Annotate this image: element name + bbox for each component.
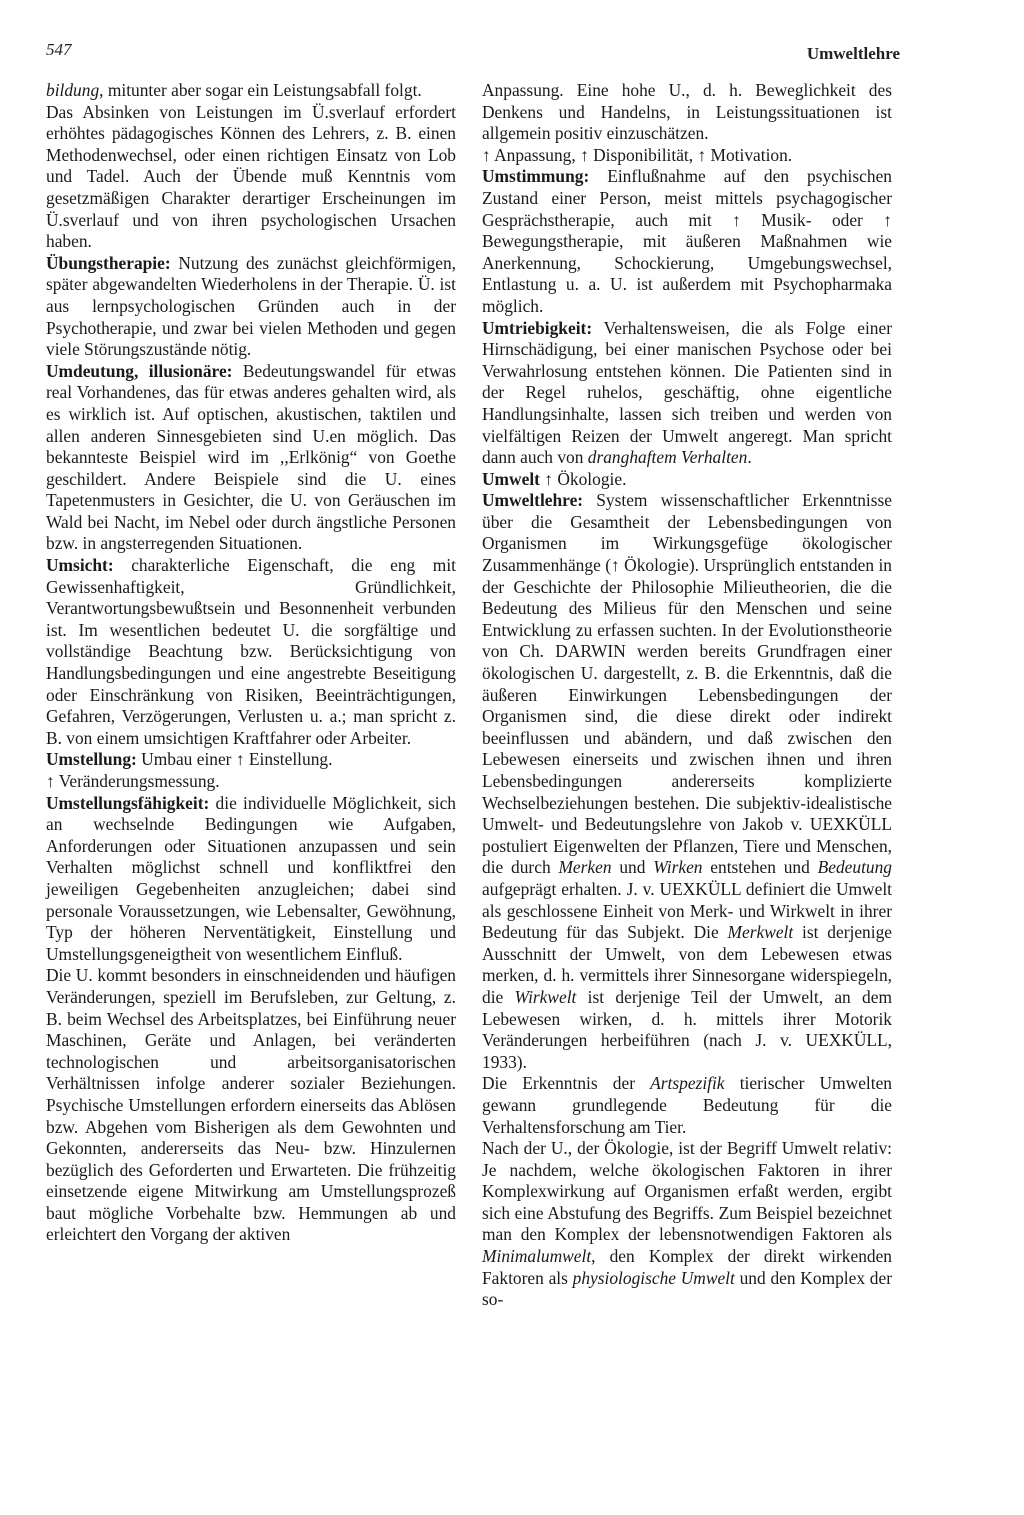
body-text: ist derjenige Ausschnitt der Umwelt, von dem Lebewesen etwas merken, d. h. vermittels ihrer Sinnesorgane widerspiegeln, die	[482, 922, 892, 1007]
body-text: Verhaltensweisen, die als Folge einer Hirnschädigung, bei einer manischen Psychose oder bei Verwahrlosung entstehen können. Die Patienten sind in der Regel ruhelos, geschäftig, ohne eigentliche Handlungsinhalte, lassen sich treiben und werden von vielfältigen Reizen der Umwelt angeregt. Man spricht dann auch von	[482, 317, 892, 468]
body-text: Bedeutungswandel für etwas real Vorhandenes, das für etwas anderes gehalten wird, als es wirklich ist. Auf optischen, akustischen, taktilen und allen anderen Sinnesgebieten sind U.en möglich. Das bekannteste Beispiel wird im ,,Erlkönig“ von Goethe geschildert. Andere Beispiele sind die U. eines Tapetenmusters in Gesichter, die U. von Geräuschen im Wald bei Nacht, im Nebel oder durch ängstliche Personen bzw. in angsterregenden Situationen.	[46, 360, 456, 554]
body-text: , den Komplex der direkt wirkenden Faktoren als	[482, 1246, 892, 1288]
entry-term: Umstellung:	[46, 749, 137, 770]
emphasis-text: Bedeutung	[817, 857, 892, 878]
paragraph-r7	[482, 1073, 892, 1138]
emphasis-text: Minimalumwelt	[482, 1246, 592, 1267]
entry-term: Umdeutung, illusionäre:	[46, 360, 233, 381]
body-text: charakterliche Eigenschaft, die eng mit Gewissenhaftigkeit, Gründlichkeit, Verantwortungsbewußtsein und Besonnenheit verbunden ist. Im wesentlichen bedeutet U. die sorgfältige und vollständige Beachtung bzw. Berücksichtigung von Handlungsbedingungen und eine angestrebte Beseitigung oder Einschränkung von Risiken, Beeinträchtigungen, Gefahren, Verzögerungen, Verlusten u. a.; man spricht z. B. von einem umsichtigen Kraftfahrer oder Arbeiter.	[46, 555, 456, 748]
body-text: , mitunter aber sogar ein Leistungsabfall folgt.	[99, 80, 422, 100]
body-text: Umbau einer ↑ Einstellung.	[136, 749, 333, 770]
body-text: Das Absinken von Leistungen im Ü.sverlauf erfordert erhöhtes pädagogisches Können des Lehrers, z. B. einen Methodenwechsel, oder einen richtigen Einsatz von Lob und Tadel. Auch der Übende muß Kenntnis vom gesetzmäßigen Charakter derartiger Erscheinungen im Ü.sverlauf und von ihren psychologischen Ursachen haben.	[46, 101, 456, 252]
body-text: und den Komplex der so-	[482, 1267, 892, 1310]
body-text: Die U. kommt besonders in einschneidenden und häufigen Veränderungen, speziell im Berufsleben, zur Geltung, z. B. beim Wechsel des Arbeitsplatzes, bei Einführung neuer Maschinen, Geräte und Anlagen, bei veränderten technologischen und arbeitsorganisatorischen Verhältnissen infolge anderer sozialer Beziehungen. Psychische Umstellungen erfordern einerseits das Ablösen bzw. Abgehen vom Bisherigen als dem Gewohnten und Gekonnten, andererseits das Neu- bzw. Hinzulernen bezüglich des Geforderten und Erwarteten. Die frühzeitig einsetzende eigene Mitwirkung am Umstellungsprozeß baut mögliche Vorbehalte bzw. Hemmungen ab und erleichtert den Vorgang der aktiven	[46, 965, 456, 1245]
entry-term: Umsicht:	[46, 555, 114, 576]
body-text: ↑ Veränderungsmessung.	[46, 771, 220, 791]
body-text: Nutzung des zunächst gleichförmigen, später abgewandelten Wiederholens in der Therapie. Ü. ist aus lernpsychologischen Gründen auch in der Psychotherapie, und zwar bei vielen Methoden und gegen viele Störungszustände nötig.	[46, 252, 456, 360]
paragraph-r5	[482, 469, 892, 491]
body-text: Die Erkenntnis der	[482, 1073, 651, 1094]
body-text: die individuelle Möglichkeit, sich an wechselnde Bedingungen wie Aufgaben, Anforderungen oder Situationen anzupassen und sein Verhalten möglichst schnell und konfliktfrei den jeweiligen Gegebenheiten anzugleichen; dabei sind personale Voraussetzungen, wie Lebensalter, Gewöhnung, Typ der höheren Nerventätigkeit, Einstellung und Umstellungsgeneigtheit von wesentlichem Einfluß.	[46, 792, 456, 964]
paragraph-r3	[482, 166, 892, 317]
body-text: und	[611, 857, 654, 878]
body-text: tierischer Umwelten gewann grundlegende Bedeutung für die Verhaltensforschung am Tier.	[482, 1073, 892, 1137]
paragraph-l4	[46, 361, 456, 555]
entry-term: Umstimmung:	[482, 166, 590, 187]
paragraph-l6	[46, 749, 456, 771]
paragraph-r4	[482, 318, 892, 469]
emphasis-text: physiologische Umwelt	[572, 1267, 735, 1288]
entry-term: Übungstherapie:	[46, 252, 171, 273]
body-text: ist derjenige Teil der Umwelt, an dem Lebewesen wirken, d. h. mittels ihrer Motorik Veränderungen herbeiführen (nach J. v. UEXKÜLL, 1933).	[482, 986, 892, 1072]
entry-term: Umweltlehre:	[482, 490, 584, 511]
page-number: 547	[46, 40, 72, 59]
paragraph-r1	[482, 80, 892, 145]
emphasis-text: Merkwelt	[727, 922, 794, 943]
body-text: Nach der U., der Ökologie, ist der Begriff Umwelt relativ: Je nachdem, welche ökologischen Faktoren in ihrer Komplexwirkung auf Organismen erfaßt werden, ergibt sich eine Abstufung des Begriffs. Zum Beispiel bezeichnet man den Komplex der lebensnotwendigen Faktoren als	[482, 1138, 892, 1245]
emphasis-text: Wirken	[653, 857, 703, 878]
emphasis-text: dranghaftem Verhalten	[587, 447, 748, 468]
body-text: ↑ Anpassung, ↑ Disponibilität, ↑ Motivation.	[482, 144, 793, 165]
paragraph-l8	[46, 793, 456, 966]
left-column	[46, 80, 456, 1246]
body-text: aufgeprägt erhalten. J. v. UEXKÜLL definiert die Umwelt als geschlossene Einheit von Merk- und Wirkwelt in ihrer Bedeutung für das Subjekt. Die	[482, 878, 892, 943]
right-column	[482, 80, 892, 1311]
body-text: .	[747, 447, 752, 468]
emphasis-text: bildung	[46, 80, 100, 100]
body-text: entstehen und	[702, 857, 818, 878]
body-text: ↑ Ökologie.	[539, 468, 627, 489]
paragraph-l3	[46, 253, 456, 361]
paragraph-l9	[46, 965, 456, 1246]
body-text: Einflußnahme auf den psychischen Zustand einer Person, meist mittels psychagogischer Gesprächstherapie, auch mit ↑ Musik- oder ↑ Bewegungstherapie, mit äußeren Maßnahmen wie Anerkennung, Schockierung, Umgebungswechsel, Entlastung u. a. U. ist außerdem mit Psychopharmaka möglich.	[482, 166, 892, 316]
paragraph-r2	[482, 145, 892, 167]
entry-term: Umtriebigkeit:	[482, 317, 593, 338]
paragraph-l7	[46, 771, 456, 793]
paragraph-r6	[482, 490, 892, 1073]
emphasis-text: Merken	[558, 857, 612, 878]
running-head: Umweltlehre	[806, 44, 900, 63]
emphasis-text: Artspezifik	[650, 1073, 725, 1094]
paragraph-l2	[46, 102, 456, 253]
entry-term: Umstellungsfähigkeit:	[46, 792, 210, 813]
entry-term: Umwelt	[482, 468, 540, 489]
emphasis-text: Wirkwelt	[514, 986, 577, 1007]
paragraph-r8	[482, 1138, 892, 1311]
paragraph-l1	[46, 80, 456, 102]
body-text: Anpassung. Eine hohe U., d. h. Beweglichkeit des Denkens und Handelns, in Leistungssituationen ist allgemein positiv einzuschätzen.	[482, 80, 892, 144]
body-text: System wissenschaftlicher Erkenntnisse über die Gesamtheit der Lebensbedingungen von Organismen im Wirkungsgefüge ökologischer Zusammenhänge (↑ Ökologie). Ursprünglich entstanden in der Geschichte der Philosophie Milieutheorien, die die Bedeutung des Milieus für den Menschen und seine Entwicklung zu erfassen suchten. In der Evolutionstheorie von Ch. DARWIN werden bereits Grundfragen einer ökologischen U. dargestellt, z. B. die Erkenntnis, daß die äußeren Einwirkungen Lebensbedingungen der Organismen sind, die diese direkt oder indirekt beeinflussen und abändern, und daß zwischen den Lebewesen einerseits und zwischen ihnen und ihren Lebensbedingungen andererseits komplizierte Wechselbeziehungen bestehen. Die subjektiv-idealistische Umwelt- und Bedeutungslehre von Jakob v. UEXKÜLL postuliert Eigenwelten der Pflanzen, Tiere und Menschen, die durch	[482, 490, 892, 878]
paragraph-l5	[46, 555, 456, 749]
